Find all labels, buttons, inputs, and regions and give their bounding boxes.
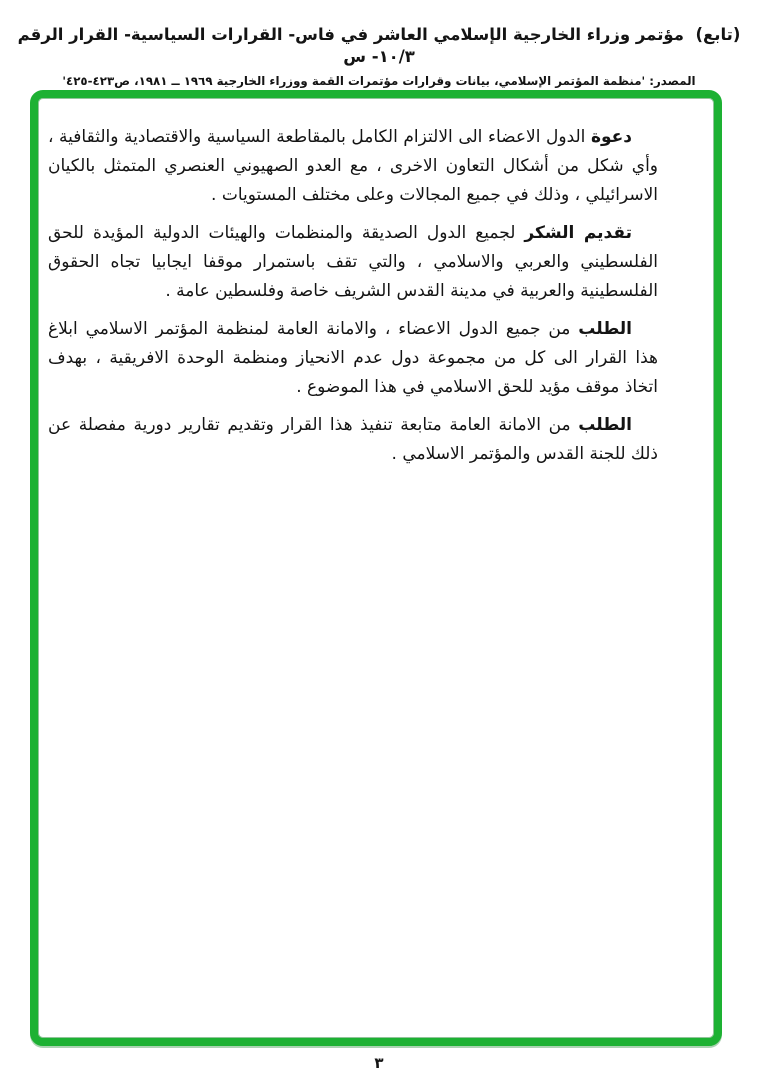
paragraph-request-states <box>48 315 658 402</box>
paragraph-thanks <box>48 219 658 306</box>
paragraph-lead: تقديم الشكر <box>524 223 632 243</box>
paragraph-lead: الطلب <box>578 319 633 339</box>
paragraph-invitation <box>48 123 658 210</box>
header-source: المصدر: 'منظمة المؤتمر الإسلامي، بيانات وقرارات مؤتمرات القمة ووزراء الخارجية ١٩٦٩ ــ ١٩٨١، ص٤٢٣-٤٢٥' <box>62 74 696 88</box>
green-frame <box>30 90 722 1046</box>
paragraph-lead: الطلب <box>578 415 633 435</box>
paragraph-text: الدول الاعضاء الى الالتزام الكامل بالمقاطعة السياسية والاقتصادية والثقافية ، وأي شكل من أشكال التعاون الاخرى ، مع العدو الصهيوني العنصري المتمثل بالكيان الاسرائيلي ، وذلك في جميع المجالات وعلى مختلف المستويات . <box>48 127 658 205</box>
page-header <box>0 24 758 89</box>
paragraph-text: لجميع الدول الصديقة والمنظمات والهيئات الدولية المؤيدة للحق الفلسطيني والعربي والاسلامي ، والتي تقف باستمرار موقفا ايجابيا تجاه الحقوق الفلسطينية والعربية في مدينة القدس الشريف خاصة وفلسطين عامة . <box>48 223 658 301</box>
paragraph-text: من جميع الدول الاعضاء ، والامانة العامة لمنظمة المؤتمر الاسلامي ابلاغ هذا القرار الى كل من مجموعة دول عدم الانحياز ومنظمة الوحدة الافريقية ، بهدف اتخاذ موقف مؤيد للحق الاسلامي في هذا الموضوع . <box>48 319 658 397</box>
paragraph-request-secretariat <box>48 411 658 469</box>
document-body <box>38 98 714 469</box>
paragraph-text: من الامانة العامة متابعة تنفيذ هذا القرار وتقديم تقارير دورية مفصلة عن ذلك للجنة القدس والمؤتمر الاسلامي . <box>48 415 658 464</box>
header-title: (تابع) مؤتمر وزراء الخارجية الإسلامي العاشر في فاس- القرارات السياسية- القرار الرقم ١٠/٣- س <box>17 25 741 66</box>
page-number: ٣ <box>374 1054 384 1072</box>
paragraph-lead: دعوة <box>590 127 633 147</box>
